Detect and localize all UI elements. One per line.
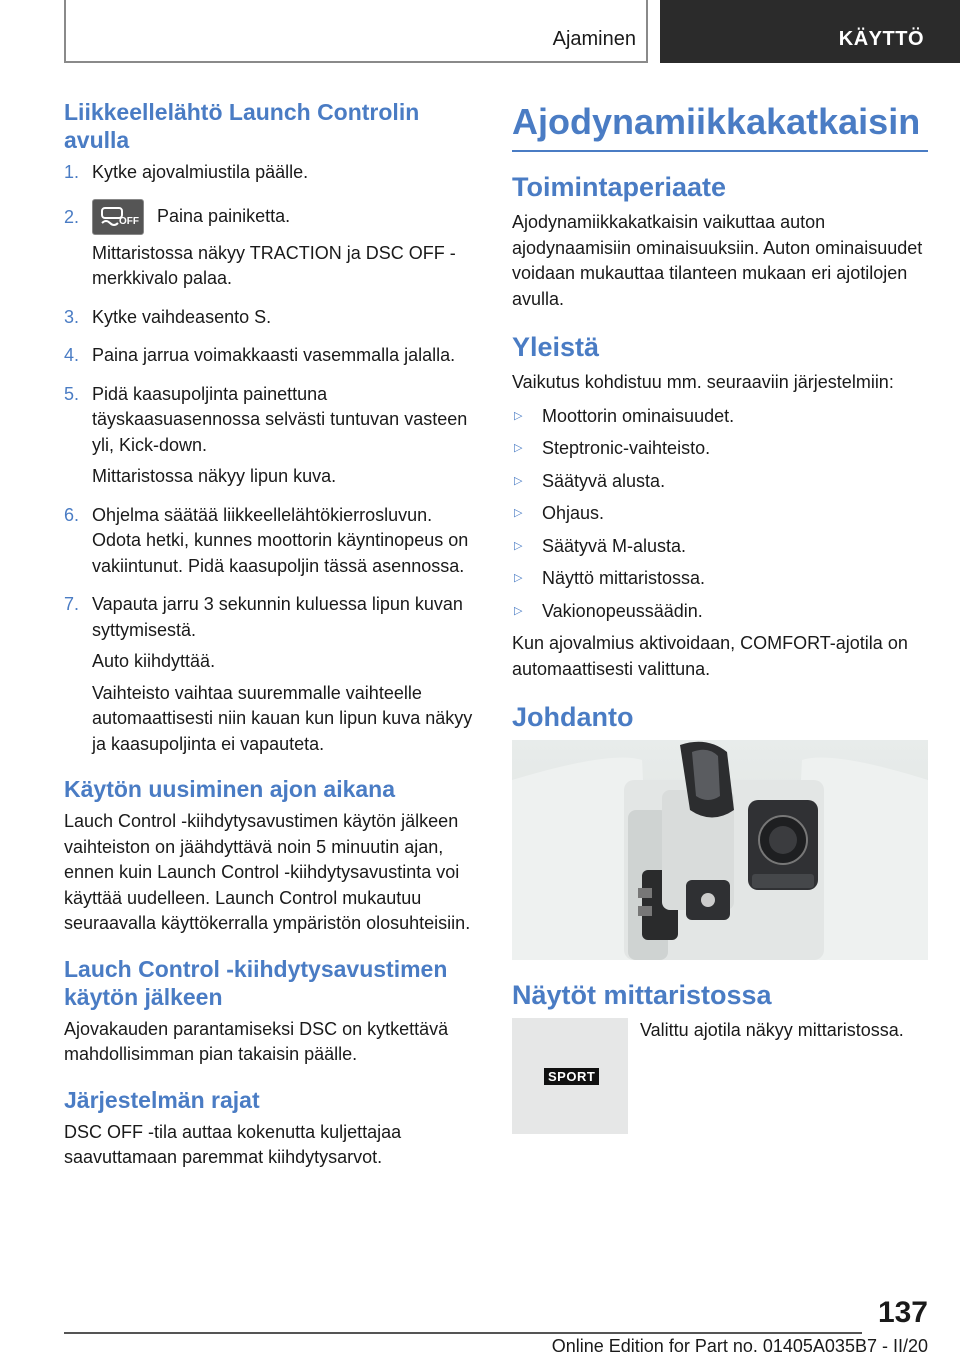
reuse-text: Lauch Control -kiihdytysavustimen käytön jälkeen vaihteiston on jäähdyttävä noin 5 minuutin ajan, ennen kuin Launch Control -kiihdytysavustinta voi käyttää uudelleen. Launch Control mukautuu seuraavalla käyttökerralla ympäristön olosuhteisiin.: [64, 811, 471, 933]
step-text: Mittaristossa näkyy TRACTION ja DSC OFF -merkkivalo palaa.: [92, 242, 456, 288]
step-text: [92, 199, 476, 235]
launch-steps: [64, 160, 476, 763]
general-intro: Vaikutus kohdistuu mm. seuraaviin järjestelmiin:: [512, 372, 894, 392]
list-item: [512, 436, 928, 462]
list-item: [512, 566, 928, 592]
center-console-photo: [512, 740, 928, 960]
list-item: [512, 469, 928, 495]
sport-mode-badge: SPORT: [544, 1068, 599, 1085]
displays-heading: Näytöt mittaristossa: [512, 980, 772, 1010]
step-item: [64, 343, 476, 375]
step-number: 6.: [64, 504, 80, 525]
list-item-text: Näyttö mittaristossa.: [542, 568, 706, 588]
step-text: Auto kiihdyttää.: [92, 651, 216, 671]
list-item-text: Moottorin ominaisuudet.: [542, 405, 735, 426]
intro-heading: Johdanto: [512, 702, 634, 732]
after-use-heading: Lauch Control -kiihdytysavustimen käytön jälkeen: [64, 955, 448, 1010]
after-use-text: Ajovakauden parantamiseksi DSC on kytkettävä mahdollisimman pian takaisin päälle.: [64, 1018, 449, 1064]
step-text: Kytke ajovalmiustila päälle.: [92, 162, 309, 182]
list-item: [512, 404, 928, 430]
step-text: Vapauta jarru 3 sekunnin kuluessa lipun kuvan syttymisestä.: [92, 594, 463, 640]
triangle-bullet-icon: ▷: [514, 474, 523, 487]
reuse-heading: Käytön uusiminen ajon aikana: [64, 776, 396, 802]
list-item-text: Steptronic-vaihteisto.: [542, 438, 711, 458]
right-column: [512, 98, 928, 1134]
principle-text: Ajodynamiikkakatkaisin vaikuttaa auton ajodynaamisiin ominaisuuksiin. Auton ominaisuudet voidaan mukauttaa tilanteen mukaan eri ajotilojen avulla.: [512, 212, 923, 309]
step-item: [64, 199, 476, 298]
step-text: Kytke vaihdeasento S.: [92, 306, 272, 327]
system-limits-text: DSC OFF -tila auttaa kokenutta kuljettajaa saavuttamaan paremmat kiihdytysarvot.: [64, 1121, 402, 1167]
general-outro: Kun ajovalmius aktivoidaan, COMFORT-ajotila on automaattisesti valittuna.: [512, 633, 908, 679]
list-item: [512, 599, 928, 625]
systems-list: [512, 404, 928, 625]
step-item: [64, 592, 476, 763]
list-item-text: Säätyvä M-alusta.: [542, 535, 687, 556]
list-item: [512, 501, 928, 527]
instrument-display-image: [512, 1018, 628, 1134]
launch-control-heading: Liikkeellelähtö Launch Controlin avulla: [64, 99, 420, 153]
general-heading: Yleistä: [512, 332, 600, 362]
step-text: Paina jarrua voimakkaasti vasemmalla jalalla.: [92, 345, 456, 365]
section-name: Ajaminen: [552, 28, 636, 50]
footer-edition: Online Edition for Part no. 01405A035B7 - II/20: [551, 1336, 928, 1356]
principle-heading: Toimintaperiaate: [512, 172, 727, 202]
traction-control-button-icon: [92, 199, 144, 235]
step-number: 7.: [64, 594, 80, 614]
page-number: 137: [877, 1296, 928, 1329]
button-icon-label: OFF: [119, 215, 139, 227]
step-item: [64, 160, 476, 192]
displays-row: [512, 1018, 928, 1134]
step-number: 4.: [64, 345, 80, 365]
step-item: [64, 382, 476, 496]
step-text: Ohjelma säätää liikkeellelähtökierrosluvun. Odota hetki, kunnes moottorin käyntinopeus on vakiintunut. Pidä kaasupoljin tässä asennossa.: [92, 504, 469, 576]
list-item-text: Säätyvä alusta.: [542, 470, 666, 491]
step-number: 2.: [64, 206, 80, 227]
left-column: [64, 98, 476, 1179]
list-item-text: Ohjaus.: [542, 503, 605, 523]
triangle-bullet-icon: ▷: [514, 572, 523, 584]
step-item: [64, 305, 476, 337]
displays-text: Valittu ajotila näkyy mittaristossa.: [640, 1020, 904, 1040]
step-text: Paina painiketta.: [157, 205, 291, 226]
triangle-bullet-icon: ▷: [514, 442, 523, 454]
footer-divider: [64, 1332, 862, 1334]
header-frame: [64, 0, 648, 63]
step-text: Mittaristossa näkyy lipun kuva.: [92, 466, 337, 486]
step-text: Vaihteisto vaihtaa suuremmalle vaihteelle automaattisesti niin kauan kun lipun kuva näkyy ja kaasupoljinta ei vapauteta.: [92, 682, 473, 754]
step-item: [64, 503, 476, 586]
triangle-bullet-icon: ▷: [514, 604, 523, 617]
list-item: [512, 534, 928, 560]
list-item-text: Vakionopeussäädin.: [542, 600, 703, 621]
step-number: 1.: [64, 162, 80, 182]
chapter-label: KÄYTTÖ: [838, 28, 924, 50]
step-number: 5.: [64, 383, 80, 404]
chapter-tab: [660, 0, 960, 63]
triangle-bullet-icon: ▷: [514, 539, 523, 552]
triangle-bullet-icon: ▷: [514, 507, 523, 519]
step-number: 3.: [64, 306, 80, 327]
step-text: Pidä kaasupoljinta painettuna täyskaasuasennossa selvästi tuntuvan vasteen yli, Kick-down.: [92, 383, 468, 455]
page-title: Ajodynamiikkakatkaisin: [512, 98, 928, 152]
triangle-bullet-icon: ▷: [514, 409, 523, 422]
system-limits-heading: Järjestelmän rajat: [64, 1086, 260, 1113]
